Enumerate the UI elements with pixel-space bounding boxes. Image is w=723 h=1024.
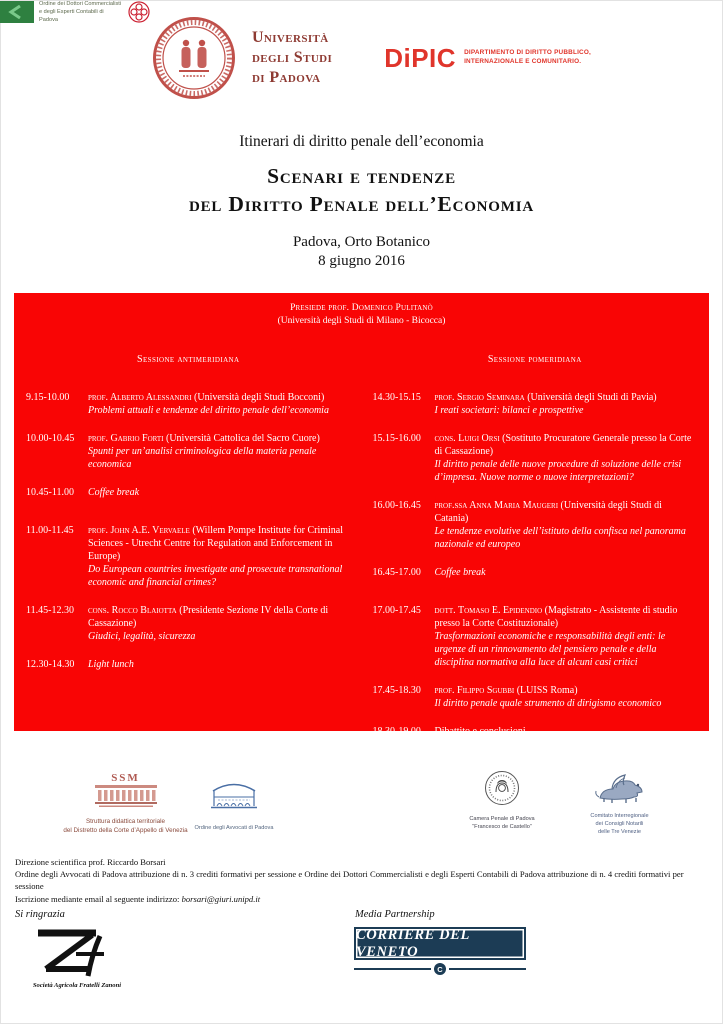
time-slot: 17.45-18.30 bbox=[372, 684, 421, 696]
talk-title: I reati societari: bilanci e prospettive bbox=[434, 404, 584, 416]
dipic-acronym: DiPIC bbox=[384, 42, 457, 73]
university-name-line1: Università bbox=[251, 29, 329, 46]
speaker-affiliation: (Università Cattolica del Sacro Cuore) bbox=[165, 432, 320, 444]
time-slot: 9.15-10.00 bbox=[26, 391, 70, 403]
talk-title: Il diritto penale quale strumento di dirigismo economico bbox=[434, 697, 662, 709]
speaker-name: prof.ssa Anna Maria Maugeri bbox=[434, 499, 559, 511]
chair-name: Presiede prof. Domenico Pulitanò bbox=[290, 303, 433, 313]
afternoon-session-column bbox=[373, 354, 698, 763]
time-slot: 14.30-15.15 bbox=[372, 391, 421, 403]
event-title-line2: del Diritto Penale dell’Economia bbox=[189, 192, 534, 217]
speaker-name: prof. Gabrio Forti bbox=[88, 432, 164, 444]
notarili-caption-line2: dei Consigli Notarili bbox=[595, 821, 644, 828]
camera-caption-line1: Camera Penale di Padova bbox=[469, 816, 535, 822]
commercialisti-caption-line2: e degli Esperti Contabili di Padova bbox=[39, 9, 104, 24]
morning-session-title: Sessione antimeridiana bbox=[137, 353, 240, 365]
registration-info bbox=[15, 893, 709, 905]
program-break bbox=[26, 658, 351, 671]
sponsor-notarili bbox=[572, 770, 667, 836]
avvocati-building-icon bbox=[205, 776, 263, 814]
time-slot: 18.30-19.00 bbox=[372, 725, 421, 737]
ssm-logo-letters: SSM bbox=[111, 772, 140, 784]
talk-title: Spunti per un’analisi criminologica della materia penale economica bbox=[88, 445, 317, 470]
credits-info: Ordine degli Avvocati di Padova attribuzione di n. 3 crediti formativi per sessione e Ordine dei Dottori Commercialisti e degli Esperti Contabili di Padova attribuzione di n. 4 crediti formativi per sessione bbox=[15, 869, 684, 892]
registration-email: borsari@giuri.unipd.it bbox=[181, 893, 261, 904]
notarili-caption bbox=[572, 812, 667, 836]
program-item bbox=[26, 391, 351, 417]
program-item-body bbox=[88, 432, 351, 471]
program-item-body bbox=[88, 524, 351, 589]
program-item bbox=[373, 684, 698, 710]
speaker-name: dott. Tomaso E. Epidendio bbox=[434, 604, 543, 616]
speaker-affiliation: (Presidente Sezione IV della Corte di Cassazione) bbox=[88, 604, 329, 629]
program-item-body bbox=[88, 391, 351, 417]
event-title bbox=[0, 162, 723, 219]
ssm-caption-line2: del Distretto della Corte d’Appello di Venezia bbox=[63, 827, 188, 835]
sponsor-camera-penale bbox=[458, 770, 546, 831]
corriere-logo-text: CORRIERE DEL VENETO bbox=[354, 927, 526, 960]
program-item-body bbox=[88, 604, 351, 643]
avvocati-caption: Ordine degli Avvocati di Padova bbox=[194, 825, 274, 831]
talk-title: Le tendenze evolutive dell’istituto della confisca nel panorama nazionale ed europeo bbox=[434, 525, 686, 550]
media-partnership-label: Media Partnership bbox=[355, 909, 435, 920]
break-label: Coffee break bbox=[88, 486, 140, 498]
program-item bbox=[373, 432, 698, 484]
speaker-affiliation: (Università degli Studi di Catania) bbox=[434, 499, 662, 524]
zf-monogram-icon bbox=[30, 924, 125, 979]
speaker-name: prof. Sergio Seminara bbox=[434, 391, 525, 403]
speaker-name: cons. Luigi Orsi bbox=[434, 432, 500, 444]
break-label: Light lunch bbox=[88, 658, 134, 670]
time-slot: 10.00-10.45 bbox=[26, 432, 75, 444]
program-item bbox=[373, 499, 698, 551]
speaker-affiliation: (Willem Pompe Institute for Criminal Sciences - Utrecht Centre for Regulation and Enforcement in Europe) bbox=[88, 524, 343, 562]
corriere-logo-rule bbox=[354, 963, 526, 975]
venetian-lion-icon bbox=[592, 770, 648, 804]
talk-title: Trasformazioni economiche e responsabilità degli enti: le urgenze di un rinnovamento del pensiero penale e della disciplina normativa alla luce di alcuni casi critici bbox=[434, 630, 666, 668]
ssm-building-icon bbox=[91, 784, 161, 808]
talk-title: Do European countries investigate and prosecute transnational economic and financial crimes? bbox=[88, 563, 343, 588]
event-venue: Padova, Orto Botanico bbox=[292, 233, 431, 250]
notarili-caption-line1: Comitato Interregionale bbox=[590, 813, 649, 819]
ssm-caption bbox=[48, 817, 203, 835]
break-label: Coffee break bbox=[434, 566, 486, 578]
speaker-name: cons. Rocco Blaiotta bbox=[88, 604, 177, 616]
university-name-line3: di Padova bbox=[251, 69, 321, 86]
camera-penale-stamp-icon bbox=[484, 770, 520, 806]
talk-title: Giudici, legalità, sicurezza bbox=[88, 630, 196, 642]
speaker-affiliation: (Università degli Studi Bocconi) bbox=[194, 391, 325, 403]
department-logo bbox=[384, 43, 591, 74]
program-item-body bbox=[435, 499, 698, 551]
speaker-affiliation: (LUISS Roma) bbox=[516, 684, 578, 696]
session-chair bbox=[14, 293, 709, 328]
time-slot: 16.00-16.45 bbox=[372, 499, 421, 511]
event-date: 8 giugno 2016 bbox=[318, 252, 405, 269]
speaker-name: prof. Alberto Alessandri bbox=[88, 391, 192, 403]
program-item-body bbox=[435, 566, 698, 579]
speaker-name: prof. Filippo Sgubbi bbox=[434, 684, 515, 696]
unipd-seal-icon bbox=[152, 16, 236, 100]
chair-affiliation: (Università degli Studi di Milano - Bicocca) bbox=[277, 315, 446, 326]
title-block bbox=[0, 133, 723, 271]
dipic-department-name bbox=[464, 49, 591, 66]
program-break bbox=[373, 566, 698, 579]
afternoon-session-title: Sessione pomeridiana bbox=[487, 353, 582, 365]
program-item-body bbox=[435, 432, 698, 484]
program-item-body bbox=[435, 684, 698, 710]
program-item-body bbox=[435, 391, 698, 417]
program-item bbox=[26, 524, 351, 589]
speaker-name: prof. John A.E. Vervaele bbox=[88, 524, 190, 536]
sponsor-avvocati bbox=[188, 776, 280, 832]
sponsor-ssm bbox=[48, 772, 203, 835]
talk-title: Problemi attuali e tendenze del diritto penale dell’economia bbox=[88, 404, 329, 416]
program-break bbox=[26, 486, 351, 499]
program-item-body bbox=[435, 725, 698, 738]
time-slot: 11.00-11.45 bbox=[26, 524, 74, 536]
corriere-badge-icon: C bbox=[434, 963, 446, 975]
program-item bbox=[373, 391, 698, 417]
scientific-direction: Direzione scientifica prof. Riccardo Borsari bbox=[15, 857, 166, 867]
speaker-affiliation: (Magistrato - Assistente di studio presso la Corte Costituzionale) bbox=[434, 604, 678, 629]
ssm-caption-line1: Struttura didattica territoriale bbox=[85, 818, 166, 825]
closing-label: Dibattito e conclusioni bbox=[434, 725, 526, 737]
rule-line-left bbox=[354, 968, 431, 970]
header bbox=[10, 16, 723, 100]
time-slot: 15.15-16.00 bbox=[372, 432, 421, 444]
morning-session-column bbox=[26, 354, 351, 763]
university-name bbox=[252, 28, 332, 88]
event-title-line1: Scenari e tendenze bbox=[267, 164, 456, 188]
program-item-body bbox=[88, 658, 351, 671]
time-slot: 17.00-17.45 bbox=[372, 604, 421, 616]
corriere-del-veneto-logo bbox=[354, 927, 526, 975]
footer-info bbox=[15, 856, 709, 905]
camera-penale-caption bbox=[458, 815, 546, 831]
time-slot: 10.45-11.00 bbox=[26, 486, 74, 498]
camera-caption-line2: “Francesco de Castello” bbox=[472, 824, 532, 831]
zf-sponsor-caption: Società Agricola Fratelli Zanoni bbox=[32, 982, 122, 989]
dipic-dept-line2: INTERNAZIONALE E COMUNITARIO. bbox=[464, 58, 582, 65]
time-slot: 12.30-14.30 bbox=[26, 658, 75, 670]
program-item bbox=[373, 604, 698, 669]
time-slot: 16.45-17.00 bbox=[372, 566, 421, 578]
program-item-body bbox=[88, 486, 351, 499]
program-columns bbox=[14, 354, 709, 763]
talk-title: Il diritto penale delle nuove procedure di soluzione delle crisi d’impresa. Nuove norme o nuove interpretazioni? bbox=[434, 458, 682, 483]
program-item bbox=[26, 604, 351, 643]
notarili-caption-line3: delle Tre Venezie bbox=[598, 829, 641, 836]
registration-prefix: Iscrizione mediante email al seguente indirizzo: bbox=[15, 893, 182, 904]
series-title: Itinerari di diritto penale dell’economia bbox=[239, 133, 484, 150]
thanks-label: Si ringrazia bbox=[15, 909, 65, 920]
commercialisti-caption-line1: Ordine dei Dottori Commercialisti bbox=[39, 1, 122, 7]
dipic-dept-line1: DIPARTIMENTO DI DIRITTO PUBBLICO, bbox=[464, 49, 592, 57]
university-name-line2: degli Studi bbox=[251, 49, 333, 66]
rule-line-right bbox=[449, 968, 526, 970]
program-item-body bbox=[435, 604, 698, 669]
speaker-affiliation: (Università degli Studi di Pavia) bbox=[527, 391, 657, 403]
program-box bbox=[14, 293, 709, 737]
speaker-affiliation: (Sostituto Procuratore Generale presso la Corte di Cassazione) bbox=[434, 432, 692, 457]
program-closing bbox=[373, 725, 698, 738]
time-slot: 11.45-12.30 bbox=[26, 604, 74, 616]
program-item bbox=[26, 432, 351, 471]
